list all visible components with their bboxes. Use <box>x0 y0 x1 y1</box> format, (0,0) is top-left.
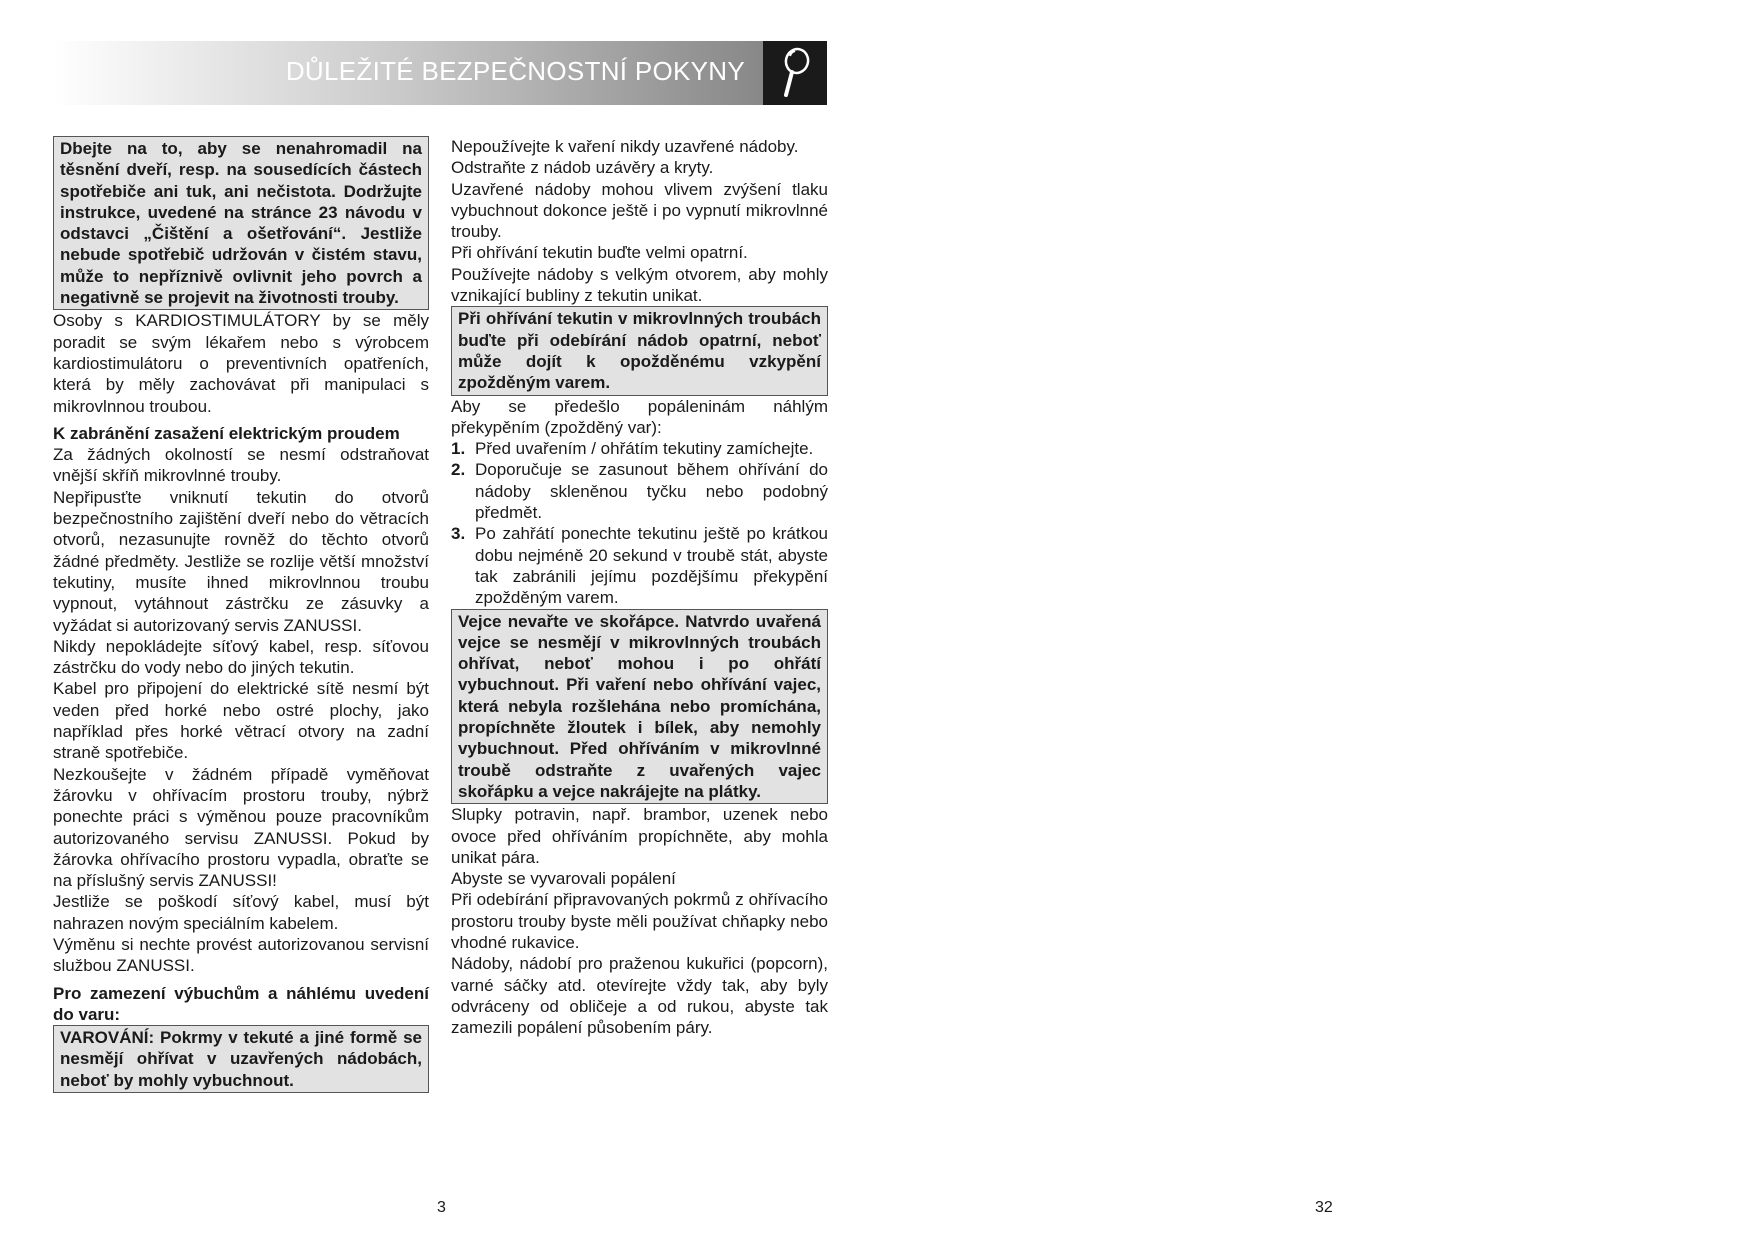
right-column <box>451 136 828 1038</box>
avoid-burns-paragraph: Abyste se vyvarovali popálení <box>451 869 676 889</box>
list-item <box>451 438 828 459</box>
remove-lids-paragraph: Odstraňte z nádob uzávěry a kryty. <box>451 158 714 178</box>
service-paragraph: Výměnu si nechte provést autorizovanou servisní službou ZANUSSI. <box>53 934 429 976</box>
list-item-number: 2. <box>451 460 466 480</box>
explosion-heading: Pro zamezení výbuchům a náhlému uvedení do varu: <box>53 983 429 1024</box>
popcorn-paragraph: Nádoby, nádobí pro praženou kukuřici (popcorn), varné sáčky atd. otevírejte vždy tak, aby byly odvráceny od obličeje a od rukou, abyste tak zamezili popálení působením páry. <box>451 954 828 1038</box>
electric-shock-heading: K zabránění zasažení elektrickým proudem <box>53 423 400 443</box>
instruction-list <box>451 438 828 608</box>
oven-gloves-paragraph: Při odebírání připravovaných pokrmů z ohřívacího prostoru trouby byste měli používat chňapky nebo vhodné rukavice. <box>451 890 828 952</box>
left-column <box>53 136 429 1093</box>
careful-liquids-paragraph: Při ohřívání tekutin buďte velmi opatrní. <box>451 243 748 263</box>
list-item-number: 1. <box>451 439 466 459</box>
grease-warning-box: Dbejte na to, aby se nenahromadil na těsnění dveří, resp. na sousedících částech spotřebiče ani tuk, ani nečistota. Dodržujte instrukce, uvedené na stránce 23 návodu v odstavci „Čištění a ošetřování“. Jestliže nebude spotřebič udržován v čistém stavu, může to nepříznivě ovlivnit jeho povrch a negativně se projevit na životnosti trouby. <box>53 136 429 310</box>
magnifier-icon <box>763 41 827 105</box>
list-item <box>451 523 828 608</box>
section-title: DŮLEŽITÉ BEZPEČNOSTNÍ POKYNY <box>285 56 745 86</box>
list-item <box>451 459 828 523</box>
page-number-right: 32 <box>1315 1199 1333 1216</box>
cable-routing-paragraph: Kabel pro připojení do elektrické sítě nesmí být veden před horké nebo ostré plochy, jako například přes horké větrací otvory na zadní straně spotřebiče. <box>53 679 429 763</box>
pacemaker-paragraph: Osoby s KARDIOSTIMULÁTORY by se měly poradit se svým lékařem nebo s výrobcem kardiostimulátoru o preventivních opatřeních, která by měly zachovávat při manipulaci s mikrovlnnou troubou. <box>53 311 429 416</box>
pierce-skins-paragraph: Slupky potravin, např. brambor, uzenek nebo ovoce před ohříváním propíchněte, aby mohla unikat pára. <box>451 805 828 867</box>
damaged-cable-paragraph: Jestliže se poškodí síťový kabel, musí být nahrazen novým speciálním kabelem. <box>53 892 429 933</box>
prevent-burns-paragraph: Aby se předešlo popáleninám náhlým překypěním (zpožděný var): <box>451 396 828 437</box>
section-header <box>53 41 827 105</box>
closed-container-warning-box: VAROVÁNÍ: Pokrmy v tekuté a jiné formě se nesmějí ohřívat v uzavřených nádobách, neboť by mohly vybuchnout. <box>53 1025 429 1093</box>
cable-water-paragraph: Nikdy nepokládejte síťový kabel, resp. síťovou zástrčku do vody nebo do jiných tekutin. <box>53 636 429 678</box>
wide-opening-paragraph: Používejte nádoby s velkým otvorem, aby mohly vznikající bubliny z tekutin unikat. <box>451 264 828 306</box>
pressure-paragraph: Uzavřené nádoby mohou vlivem zvýšení tlaku vybuchnout dokonce ještě i po vypnutí mikrovlnné trouby. <box>451 179 828 242</box>
page-number-left: 3 <box>437 1199 446 1216</box>
list-item-text: Doporučuje se zasunout během ohřívání do nádoby skleněnou tyčku nebo podobný předmět. <box>475 460 828 523</box>
list-item-text: Před uvařením / ohřátím tekutiny zamíchejte. <box>475 439 814 459</box>
closed-vessels-paragraph: Nepoužívejte k vaření nikdy uzavřené nádoby. <box>451 137 799 156</box>
outer-casing-paragraph: Za žádných okolností se nesmí odstraňovat vnější skříň mikrovlnné trouby. <box>53 445 429 486</box>
bulb-paragraph: Nezkoušejte v žádném případě vyměňovat žárovku v ohřívacím prostoru trouby, nýbrž ponechte práci s výměnou pouze pracovníkům autorizovaného servisu ZANUSSI. Pokud by žárovka ohřívacího prostoru vypadla, obraťte se na příslušný servis ZANUSSI! <box>53 764 429 891</box>
eggs-warning-box: Vejce nevařte ve skořápce. Natvrdo uvařená vejce se nesmějí v mikrovlnných troubách ohřívat, neboť mohou i po ohřátí vybuchnout. Při vaření nebo ohřívání vajec, která nebyla rozšlehána nebo promíchána, propíchněte žloutek i bílek, aby nemohly vybuchnout. Před ohříváním v mikrovlnné troubě odstraňte z uvařených vajec skořápku a vejce nakrájejte na plátky. <box>451 609 828 805</box>
delayed-boiling-warning-box: Při ohřívání tekutin v mikrovlnných troubách buďte při odebírání nádob opatrní, neboť může dojít k opožděnému vzkypění zpožděným varem. <box>451 306 828 395</box>
liquids-paragraph: Nepřipusťte vniknutí tekutin do otvorů bezpečnostního zajištění dveří nebo do větracích otvorů, nezasunujte rovněž do těchto otvorů žádné předměty. Jestliže se rozlije větší množství tekutiny, musíte ihned mikrovlnnou troubu vypnout, vytáhnout zástrčku ze zásuvky a vyžádat si autorizovaný servis ZANUSSI. <box>53 487 429 635</box>
list-item-text: Po zahřátí ponechte tekutinu ještě po krátkou dobu nejméně 20 sekund v troubě stát, abyste tak zabránili jejímu pozdějšímu překypění zpožděným varem. <box>475 524 828 608</box>
list-item-number: 3. <box>451 524 466 544</box>
